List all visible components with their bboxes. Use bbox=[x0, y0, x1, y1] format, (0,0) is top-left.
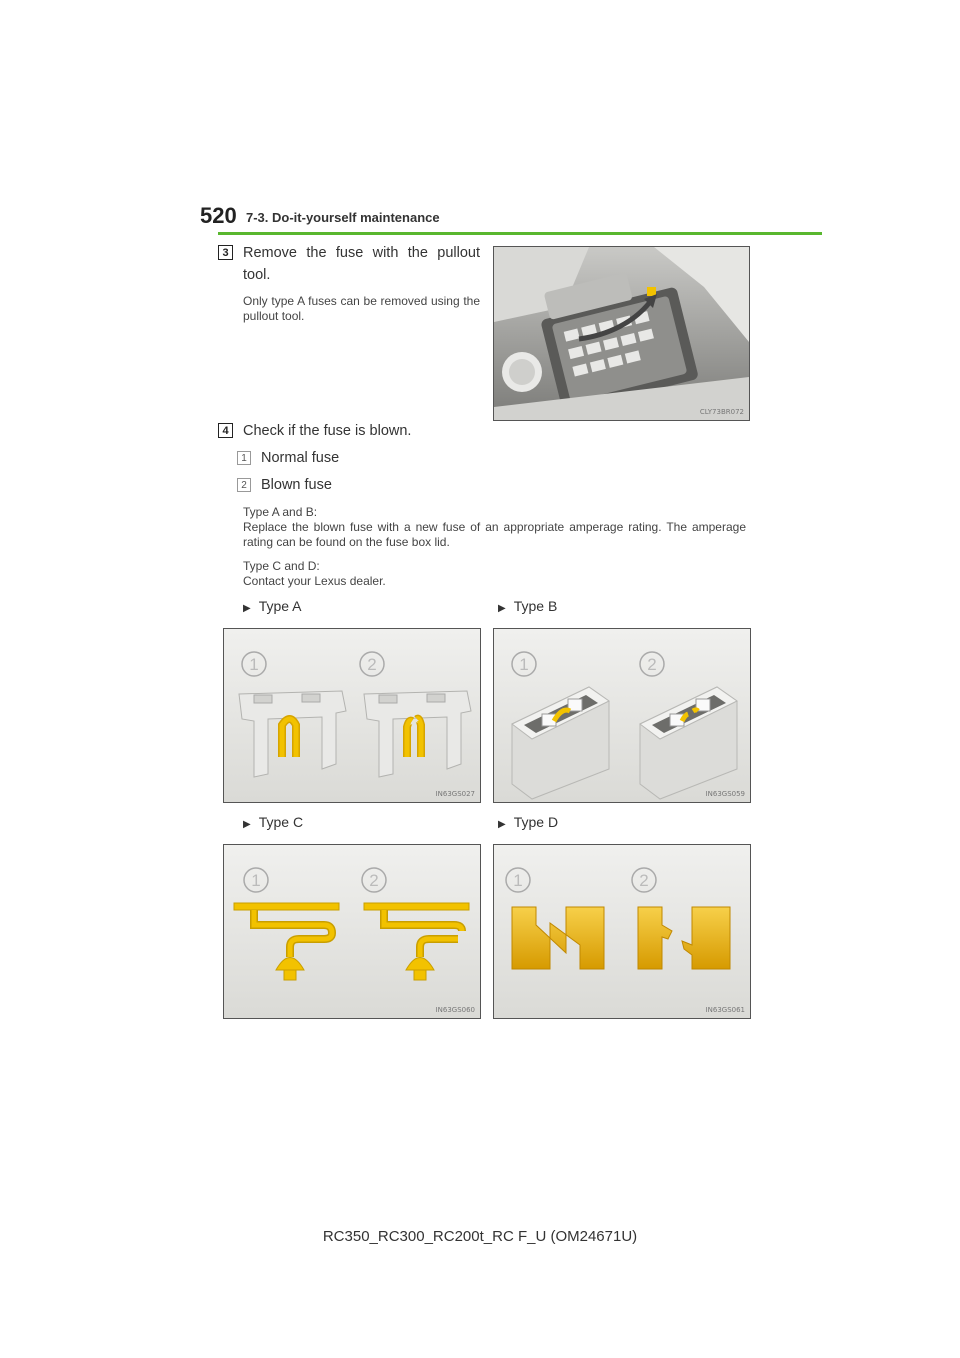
callout-1-badge: 1 bbox=[237, 451, 251, 465]
callout-1: 1 bbox=[249, 655, 259, 674]
triangle-bullet-icon: ▶ bbox=[498, 819, 506, 830]
type-d-fuse-illustration bbox=[494, 845, 750, 1018]
page-number: 520 bbox=[200, 203, 237, 228]
note-ab-title: Type A and B: bbox=[243, 505, 318, 519]
triangle-bullet-icon: ▶ bbox=[243, 819, 251, 830]
callout-1: 1 bbox=[513, 871, 523, 890]
type-c-fuse-illustration bbox=[224, 845, 480, 1018]
type-b-figure bbox=[493, 628, 751, 803]
engine-bay-illustration bbox=[494, 247, 749, 420]
step-number-4: 4 bbox=[218, 423, 233, 438]
callout-2: 2 bbox=[647, 655, 657, 674]
step3-text: Remove the fuse with the pullout tool. bbox=[243, 245, 480, 283]
pullout-tool-photo bbox=[493, 246, 750, 421]
footer-model-code: RC350_RC300_RC200t_RC F_U (OM24671U) bbox=[322, 1228, 638, 1245]
type-b-label: ▶ Type B bbox=[498, 598, 558, 614]
callout-2-badge: 2 bbox=[237, 478, 251, 492]
type-a-label: ▶ Type A bbox=[243, 598, 302, 614]
figure-code: IN63GS059 bbox=[705, 790, 745, 798]
type-b-fuse-illustration bbox=[494, 629, 750, 802]
step3-note: Only type A fuses can be removed using the pullout tool. bbox=[243, 294, 480, 323]
section-title: 7-3. Do-it-yourself maintenance bbox=[246, 210, 440, 225]
blown-fuse-b bbox=[640, 687, 737, 799]
triangle-bullet-icon: ▶ bbox=[243, 603, 251, 614]
step-number-3: 3 bbox=[218, 245, 233, 260]
blown-fuse-c bbox=[364, 903, 469, 980]
note-cd-text: Contact your Lexus dealer. bbox=[243, 574, 386, 588]
type-c-label: ▶ Type C bbox=[243, 814, 304, 830]
callout-1: 1 bbox=[251, 871, 261, 890]
type-a-fuse-illustration bbox=[224, 629, 480, 802]
normal-fuse-c bbox=[234, 903, 339, 980]
normal-fuse-d bbox=[512, 907, 604, 969]
step4-text: Check if the fuse is blown. bbox=[243, 423, 412, 439]
type-a-figure bbox=[223, 628, 481, 803]
normal-fuse-b bbox=[512, 687, 609, 799]
type-c-figure bbox=[223, 844, 481, 1019]
figure-code: IN63GS060 bbox=[435, 1006, 475, 1014]
note-cd-title: Type C and D: bbox=[243, 559, 320, 573]
blown-fuse-a bbox=[364, 691, 471, 777]
header-rule bbox=[218, 232, 822, 235]
callout-2: 2 bbox=[367, 655, 377, 674]
callout-2: 2 bbox=[369, 871, 379, 890]
normal-fuse-a bbox=[239, 691, 346, 777]
note-ab-text: Replace the blown fuse with a new fuse of an appropriate amperage rating. The amperage rating can be found on the fuse box lid. bbox=[243, 520, 746, 549]
figure-code: IN63GS061 bbox=[705, 1006, 745, 1014]
triangle-bullet-icon: ▶ bbox=[498, 603, 506, 614]
blown-fuse-d bbox=[638, 907, 730, 969]
type-d-label: ▶ Type D bbox=[498, 814, 559, 830]
figure-code: IN63GS027 bbox=[435, 790, 475, 798]
type-d-figure bbox=[493, 844, 751, 1019]
blown-fuse-label: Blown fuse bbox=[261, 477, 332, 493]
normal-fuse-label: Normal fuse bbox=[261, 450, 340, 466]
callout-1: 1 bbox=[519, 655, 529, 674]
callout-2: 2 bbox=[639, 871, 649, 890]
figure-code: CLY73BR072 bbox=[699, 408, 744, 416]
